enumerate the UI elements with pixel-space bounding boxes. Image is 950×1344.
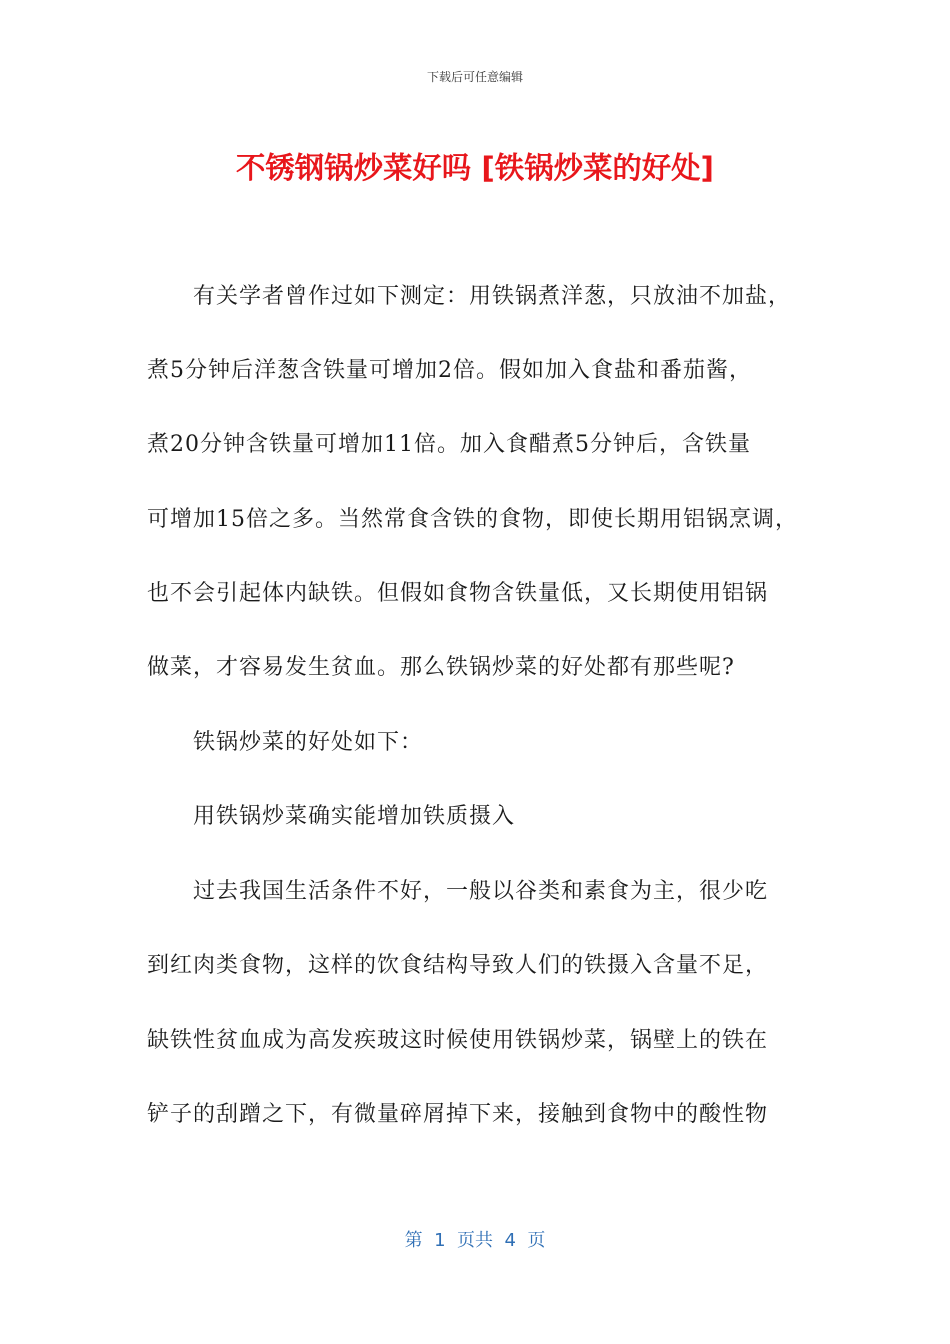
paragraph-line: 过去我国生活条件不好，一般以谷类和素食为主，很少吃 (193, 879, 769, 904)
paragraph-line: 铲子的刮蹭之下，有微量碎屑掉下来，接触到食物中的酸性物 (147, 1102, 769, 1127)
document-title: 不锈钢锅炒菜好吗 [铁锅炒菜的好处] (236, 151, 714, 185)
paragraph-line: 用铁锅炒菜确实能增加铁质摄入 (193, 804, 516, 829)
paragraph-line: 煮20分钟含铁量可增加11倍。加入食醋煮5分钟后，含铁量 (147, 432, 751, 457)
page-footer: 第 1 页共 4 页 (404, 1230, 546, 1251)
paragraph-line: 缺铁性贫血成为高发疾玻这时候使用铁锅炒菜，锅壁上的铁在 (147, 1028, 769, 1053)
paragraph-line: 煮5分钟后洋葱含铁量可增加2倍。假如加入食盐和番茄酱， (147, 358, 752, 383)
header-note: 下载后可任意编辑 (426, 70, 523, 84)
paragraph-line: 可增加15倍之多。当然常食含铁的食物，即使长期用铝锅烹调， (147, 507, 798, 532)
paragraph-line: 做菜，才容易发生贫血。那么铁锅炒菜的好处都有那些呢? (147, 655, 735, 680)
paragraph-line: 到红肉类食物，这样的饮食结构导致人们的铁摄入含量不足， (147, 953, 769, 978)
paragraph-line: 也不会引起体内缺铁。但假如食物含铁量低，又长期使用铝锅 (147, 581, 769, 606)
paragraph-line: 铁锅炒菜的好处如下： (193, 730, 424, 755)
paragraph-line: 有关学者曾作过如下测定：用铁锅煮洋葱，只放油不加盐， (193, 284, 792, 309)
